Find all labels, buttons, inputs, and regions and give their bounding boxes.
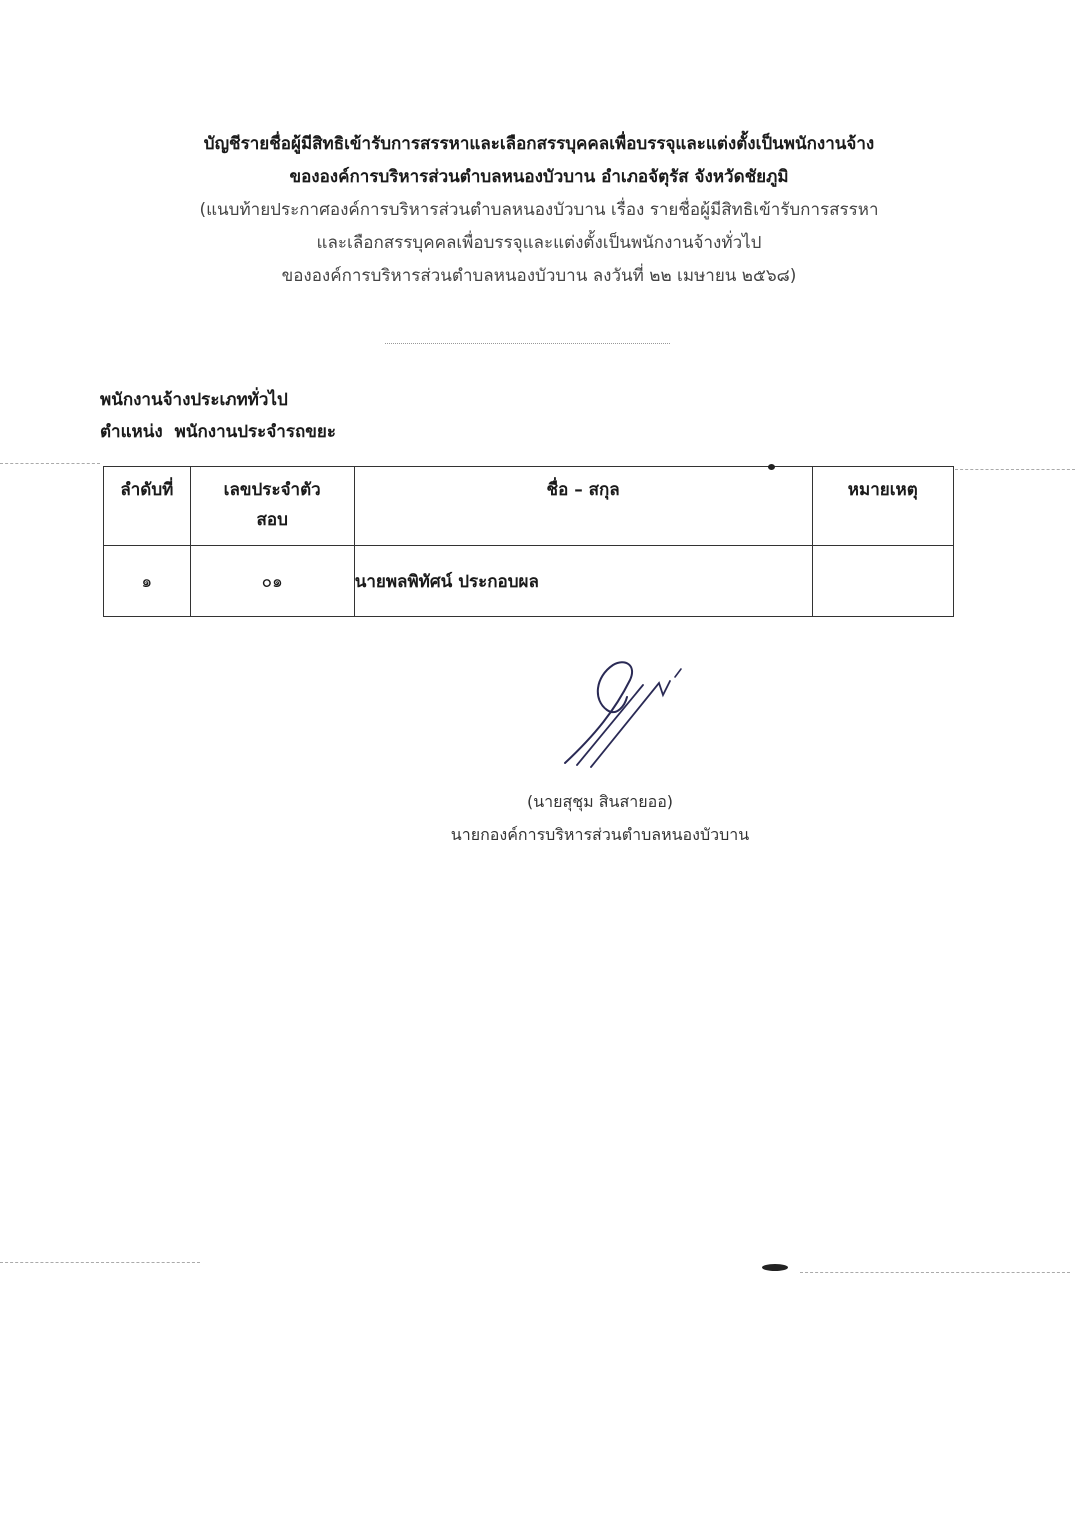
column-header-exam-id-line2: สอบ xyxy=(256,510,288,530)
signature-block xyxy=(380,785,820,851)
divider xyxy=(385,343,670,344)
scan-artifact xyxy=(0,1262,200,1263)
scan-artifact xyxy=(0,463,100,464)
ink-dot xyxy=(768,464,775,470)
position-label: ตำแหน่ง xyxy=(100,422,163,442)
table-header-row xyxy=(104,467,954,546)
cell-remark xyxy=(812,546,953,617)
cell-name: นายพลพิทัศน์ ประกอบผล xyxy=(354,546,812,617)
scan-artifact xyxy=(955,469,1075,470)
position-value: พนักงานประจำรถขยะ xyxy=(174,422,336,442)
heading-line-2: ขององค์การบริหารส่วนตำบลหนองบัวบาน อำเภอจัตุรัส จังหวัดชัยภูมิ xyxy=(289,167,789,187)
cell-exam-id: ๐๑ xyxy=(190,546,354,617)
ink-smudge xyxy=(762,1264,788,1271)
position-row xyxy=(100,416,336,448)
column-header-name: ชื่อ – สกุล xyxy=(354,467,812,546)
scan-artifact xyxy=(800,1272,1070,1273)
position-section xyxy=(100,384,336,448)
handwritten-signature xyxy=(555,655,695,770)
signer-title: นายกองค์การบริหารส่วนตำบลหนองบัวบาน xyxy=(450,825,750,844)
signer-name: (นายสุชุม สินสายออ) xyxy=(526,792,674,811)
column-header-order: ลำดับที่ xyxy=(104,467,191,546)
column-header-remark: หมายเหตุ xyxy=(812,467,953,546)
heading-line-4: และเลือกสรรบุคคลเพื่อบรรจุและแต่งตั้งเป็นพนักงานจ้างทั่วไป xyxy=(316,233,762,253)
document-heading xyxy=(0,128,1078,293)
heading-line-1: บัญชีรายชื่อผู้มีสิทธิเข้ารับการสรรหาและเลือกสรรบุคคลเพื่อบรรจุและแต่งตั้งเป็นพนักงานจ้าง xyxy=(203,134,875,154)
table-row xyxy=(104,546,954,617)
column-header-exam-id-line1: เลขประจำตัว xyxy=(223,480,321,500)
heading-line-3: (แนบท้ายประกาศองค์การบริหารส่วนตำบลหนองบัวบาน เรื่อง รายชื่อผู้มีสิทธิเข้ารับการสรรหา xyxy=(199,200,879,220)
cell-order: ๑ xyxy=(104,546,191,617)
column-header-exam-id xyxy=(190,467,354,546)
employee-category: พนักงานจ้างประเภททั่วไป xyxy=(100,390,288,410)
heading-line-5: ขององค์การบริหารส่วนตำบลหนองบัวบาน ลงวันที่ ๒๒ เมษายน ๒๕๖๘) xyxy=(281,266,797,286)
candidate-table xyxy=(103,466,954,617)
